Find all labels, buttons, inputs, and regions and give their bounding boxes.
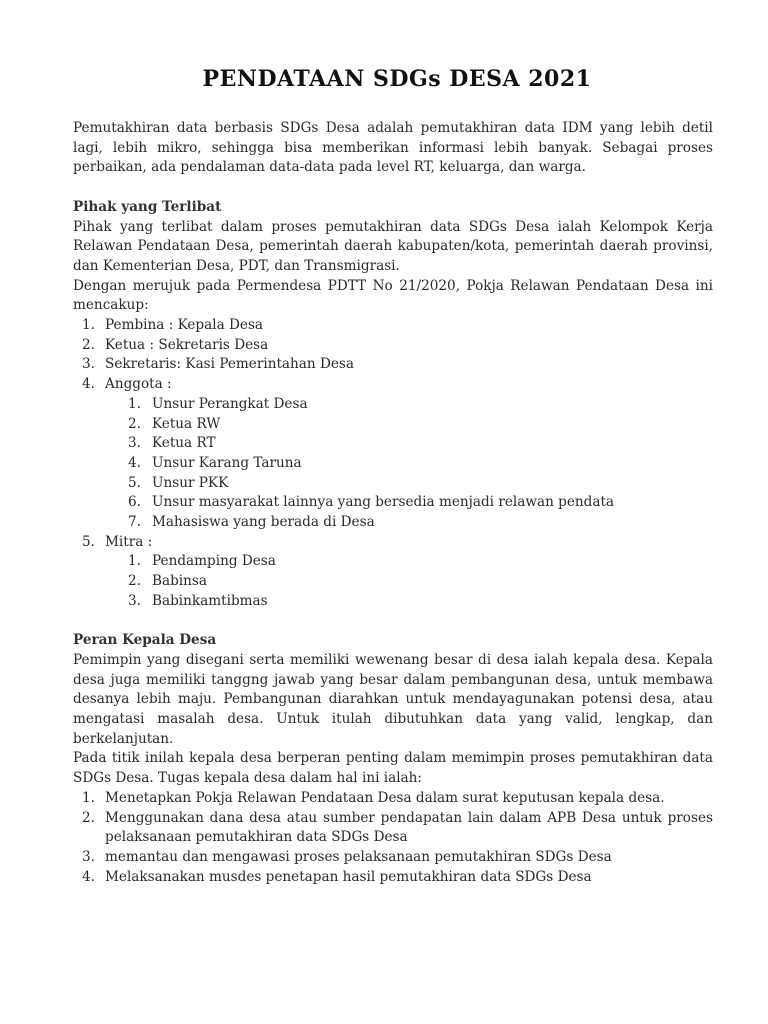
list-item: [73, 789, 713, 809]
list-number: 1.: [128, 553, 141, 570]
list-item: [73, 316, 713, 336]
list-number: 2.: [128, 573, 141, 590]
sublist-item: [73, 552, 713, 572]
list-item: [73, 375, 713, 533]
pokja-list: [73, 316, 713, 612]
list-number: 3.: [82, 356, 95, 373]
pihak-paragraph: Pihak yang terlibat dalam proses pemutakhiran data SDGs Desa ialah Kelompok Kerja Relawan Pendataan Desa, pemerintah daerah kabupaten/kota, pemerintah daerah provinsi, dan Kementerian Desa, PDT, dan Transmigrasi.: [73, 218, 713, 274]
list-number: 1.: [82, 789, 95, 806]
list-number: 5.: [82, 533, 95, 550]
list-item-text: Melaksanakan musdes penetapan hasil pemutakhiran data SDGs Desa: [105, 868, 592, 885]
list-item: [73, 355, 713, 375]
list-item: [73, 848, 713, 868]
list-item-text: Ketua RW: [152, 415, 221, 432]
list-number: 4.: [128, 454, 141, 471]
list-item-text: Anggota :: [105, 376, 172, 393]
list-number: 4.: [82, 376, 95, 393]
list-number: 2.: [128, 415, 141, 432]
spacer: [73, 612, 713, 632]
list-item: [73, 336, 713, 356]
list-item-text: Ketua RT: [152, 435, 216, 452]
tugas-intro-paragraph: Pada titik inilah kepala desa berperan penting dalam memimpin proses pemutakhiran data SDGs Desa. Tugas kepala desa dalam hal ini ialah:: [73, 750, 713, 787]
sublist-item: [73, 493, 713, 513]
list-number: 1.: [128, 395, 141, 412]
sublist-item: [73, 415, 713, 435]
list-item-text: Pendamping Desa: [152, 553, 276, 570]
list-item-text: Unsur PKK: [152, 474, 229, 491]
list-item-text: Pembina : Kepala Desa: [105, 317, 264, 334]
list-item-text: Menggunakan dana desa atau sumber pendapatan lain dalam APB Desa untuk proses pelaksanaan pemutakhiran data SDGs Desa: [105, 809, 713, 846]
section-heading-peran: Peran Kepala Desa: [73, 632, 217, 649]
page-title: PENDATAAN SDGs DESA 2021: [202, 66, 592, 92]
list-item: [73, 533, 713, 612]
sublist-item: [73, 572, 713, 592]
sublist-item: [73, 592, 713, 612]
list-item-text: Ketua : Sekretaris Desa: [105, 336, 269, 353]
list-number: 2.: [82, 336, 95, 353]
sublist-item: [73, 454, 713, 474]
spacer: [73, 178, 713, 198]
list-item-text: Unsur masyarakat lainnya yang bersedia menjadi relawan pendata: [152, 494, 615, 511]
list-number: 2.: [82, 809, 95, 826]
list-number: 4.: [82, 868, 95, 885]
anggota-sublist: [73, 395, 713, 533]
list-item-text: Unsur Karang Taruna: [152, 454, 302, 471]
list-item: [73, 809, 713, 848]
sublist-item: [73, 395, 713, 415]
list-item-text: Mitra :: [105, 533, 153, 550]
pokja-intro-paragraph: Dengan merujuk pada Permendesa PDTT No 21/2020, Pokja Relawan Pendataan Desa ini mencakup:: [73, 277, 713, 314]
list-number: 3.: [128, 592, 141, 609]
list-number: 6.: [128, 494, 141, 511]
intro-paragraph: Pemutakhiran data berbasis SDGs Desa adalah pemutakhiran data IDM yang lebih detil lagi, lebih mikro, sehingga bisa memberikan informasi lebih banyak. Sebagai proses perbaikan, ada pendalaman data-data pada level RT, keluarga, dan warga.: [73, 120, 713, 176]
sublist-item: [73, 434, 713, 454]
list-item-text: memantau dan mengawasi proses pelaksanaan pemutakhiran SDGs Desa: [105, 848, 612, 865]
list-item-text: Babinkamtibmas: [152, 592, 268, 609]
list-number: 5.: [128, 474, 141, 491]
list-number: 7.: [128, 514, 141, 531]
peran-paragraph: Pemimpin yang disegani serta memiliki wewenang besar di desa ialah kepala desa. Kepala desa juga memiliki tanggng jawab yang besar dalam pembangunan desa, untuk membawa desanya lebih maju. Pembangunan diarahkan untuk mendayagunakan potensi desa, atau mengatasi masalah desa. Untuk itulah dibutuhkan data yang valid, lengkap, dan berkelanjutan.: [73, 651, 713, 747]
list-item-text: Sekretaris: Kasi Pemerintahan Desa: [105, 356, 354, 373]
list-item-text: Mahasiswa yang berada di Desa: [152, 514, 375, 531]
sublist-item: [73, 474, 713, 494]
list-item: [73, 868, 713, 888]
section-heading-pihak: Pihak yang Terlibat: [73, 198, 222, 215]
list-number: 3.: [82, 848, 95, 865]
list-number: 3.: [128, 435, 141, 452]
mitra-sublist: [73, 552, 713, 611]
list-item-text: Unsur Perangkat Desa: [152, 395, 308, 412]
list-item-text: Babinsa: [152, 573, 207, 590]
sublist-item: [73, 513, 713, 533]
list-number: 1.: [82, 317, 95, 334]
tugas-list: [73, 789, 713, 888]
list-item-text: Menetapkan Pokja Relawan Pendataan Desa dalam surat keputusan kepala desa.: [105, 789, 665, 806]
